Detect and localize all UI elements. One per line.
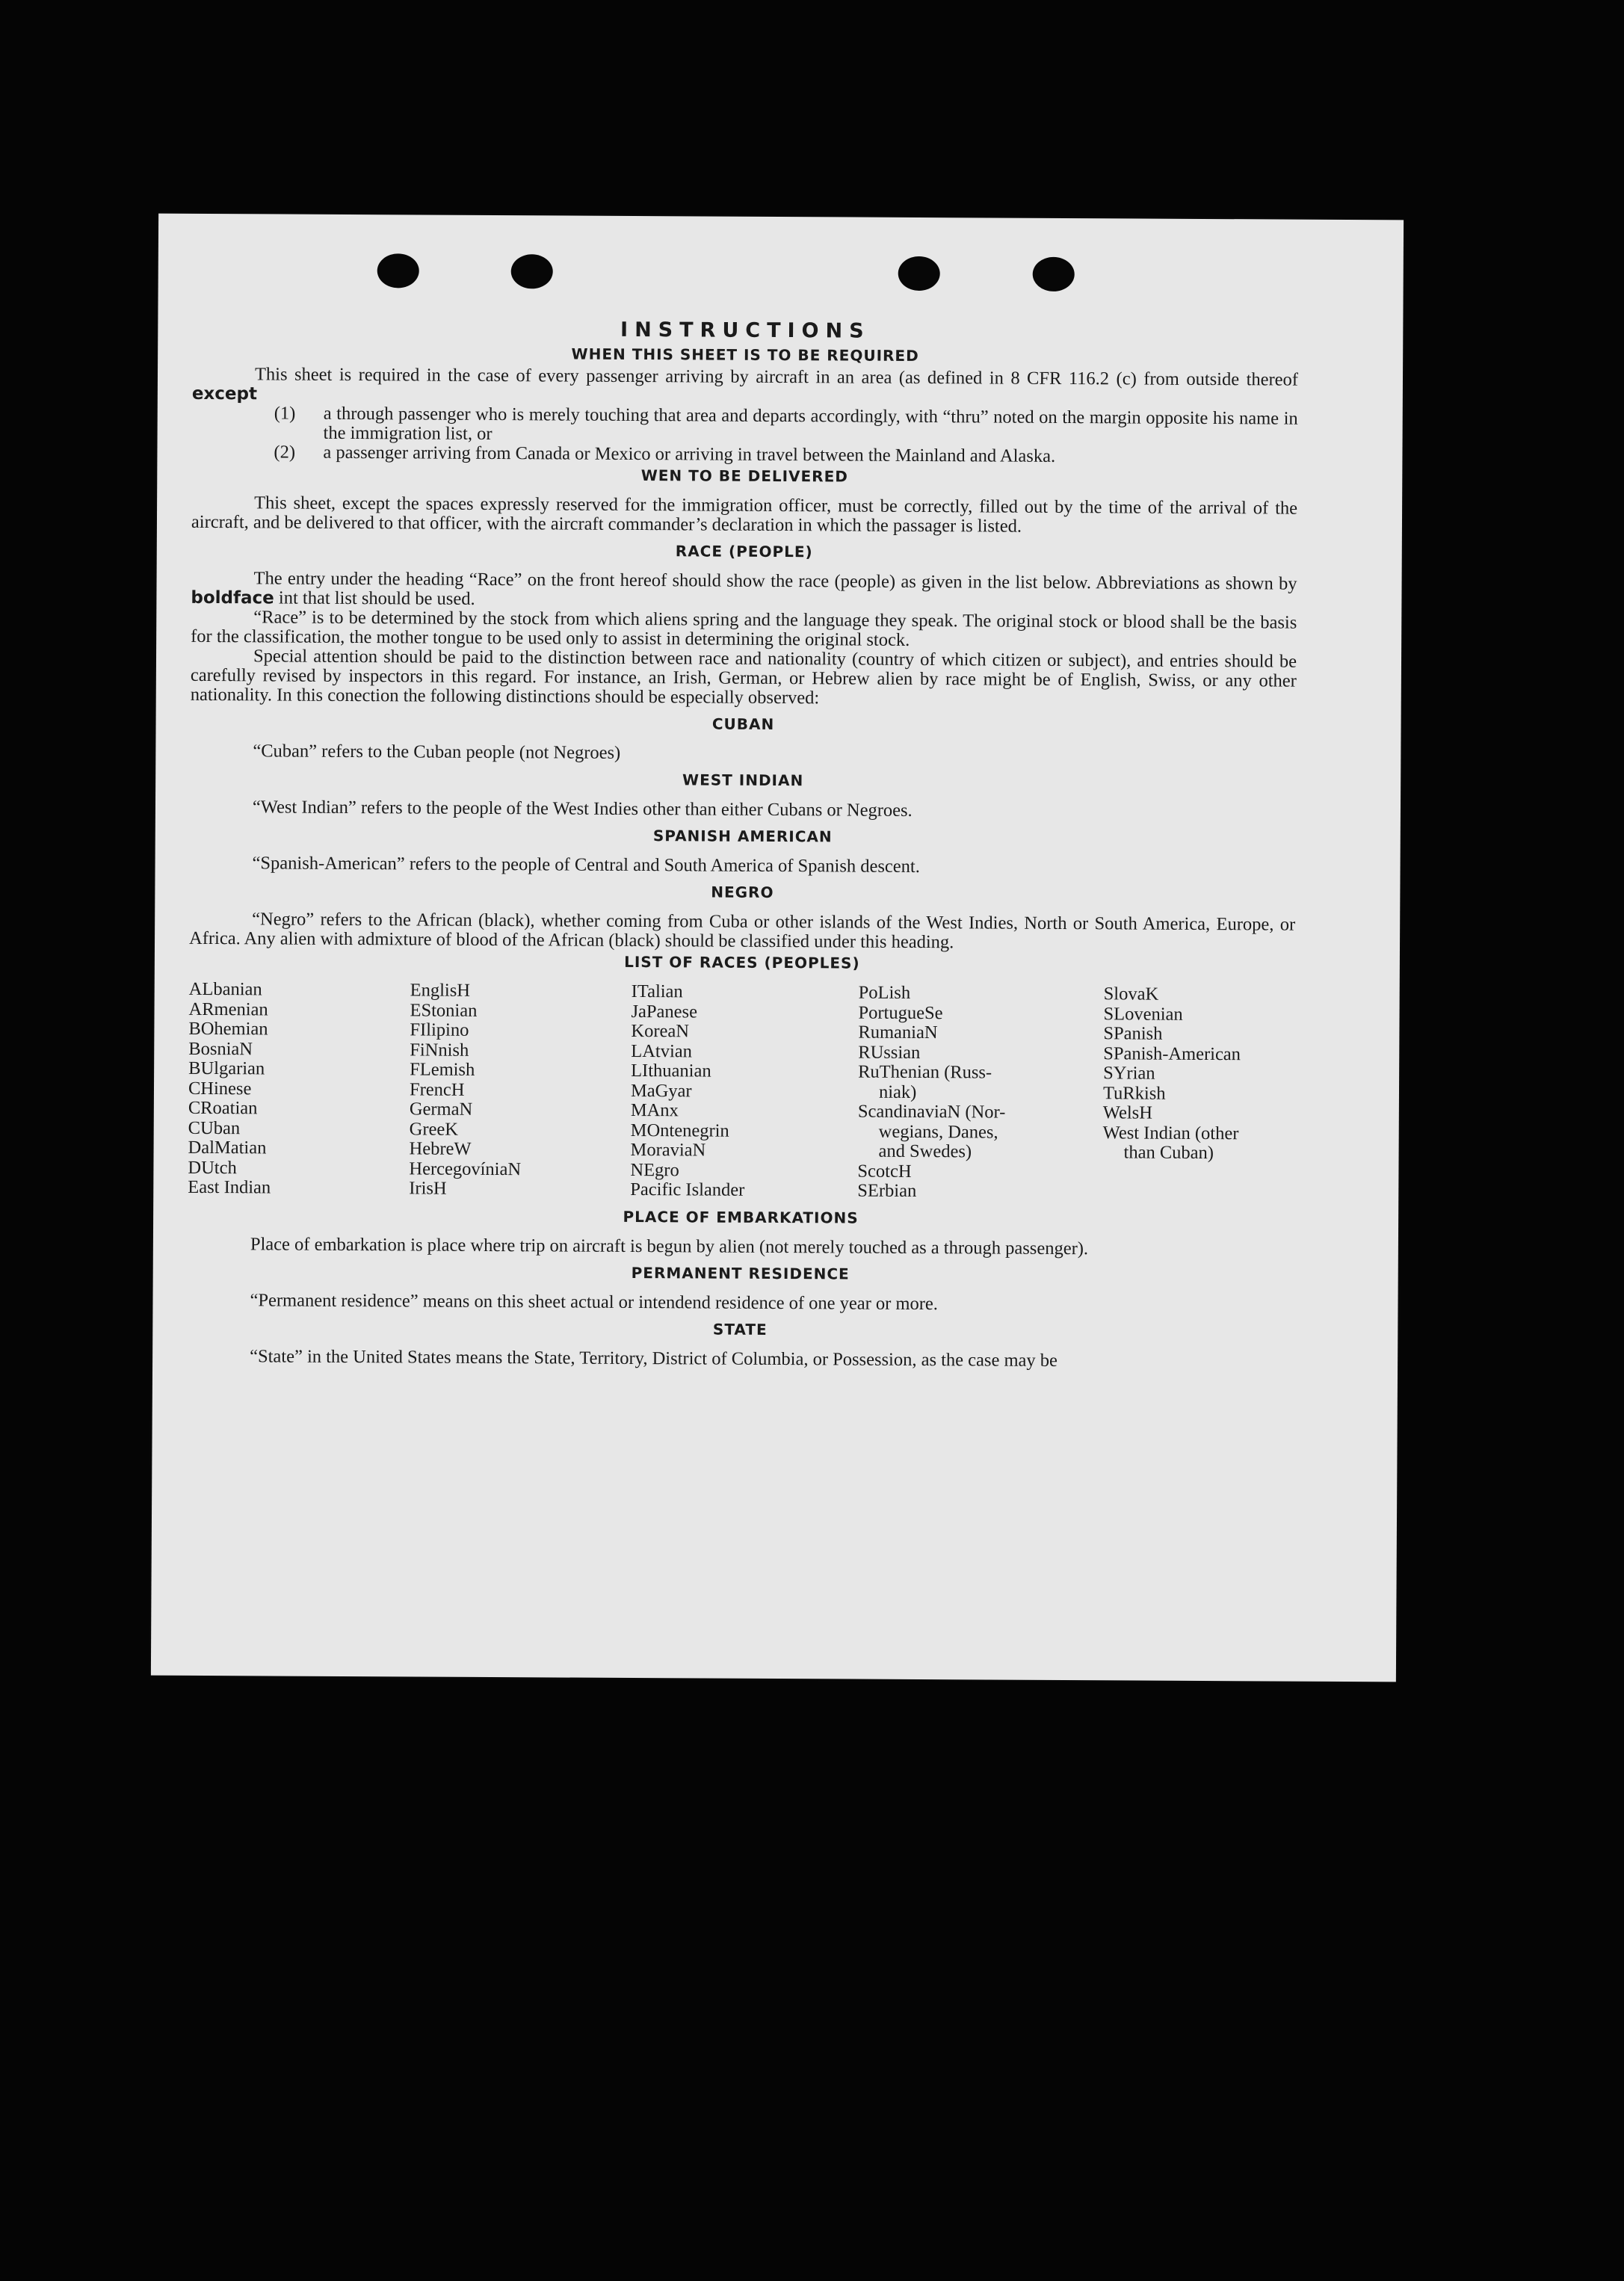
race-entry: ARmenian [188, 998, 268, 1019]
item-text: a passenger arriving from Canada or Mexico or arriving in travel between the Mainland and Alaska. [323, 442, 1056, 466]
race-p1-before: The entry under the heading “Race” on the front hereof should show the race (people) as given in the list below. Abbreviations as shown by [253, 568, 1297, 594]
race-entry: PoLish [858, 982, 911, 1003]
race-entry: SPanish [1103, 1023, 1163, 1044]
races-column [409, 981, 632, 1200]
race-entry: GreeK [409, 1118, 459, 1140]
heading-cuban: CUBAN [711, 714, 775, 733]
race-entry: SPanish-American [1103, 1043, 1241, 1064]
race-entry: CUban [188, 1117, 241, 1138]
race-entry: ALbanian [188, 978, 262, 1000]
race-entry: RumaniaN [858, 1022, 938, 1043]
race-entry: CRoatian [188, 1097, 258, 1119]
paragraph-cuban: “Cuban” refers to the Cuban people (not Negroes) [253, 741, 621, 763]
race-entry: WelsH [1102, 1102, 1152, 1123]
heading-when-delivered: WEN TO BE DELIVERED [640, 466, 848, 486]
race-entry: GermaN [409, 1099, 473, 1120]
race-entry: HercegovíniaN [409, 1158, 522, 1179]
paragraph-embarkation: Place of embarkation is place where trip on aircraft is begun by alien (not merely touched as a through passenger). [250, 1233, 1089, 1259]
race-entry: MoraviaN [630, 1139, 706, 1161]
paragraph-race-2: “Race” is to be determined by the stock from which aliens spring and the language they speak. The original stock or blood shall be the basis for the classification, the mother tongue to be used only to assist in determining the original stock. [191, 607, 1297, 650]
race-entry: MAnx [630, 1099, 679, 1121]
race-entry: FLemish [410, 1059, 475, 1080]
race-entry: Pacific Islander [630, 1179, 745, 1200]
race-entry: SErbian [857, 1180, 917, 1201]
race-entry: EStonian [410, 999, 478, 1021]
race-entry: West Indian (other [1102, 1122, 1239, 1143]
races-column [188, 980, 410, 1199]
race-entry: KoreaN [631, 1020, 690, 1042]
race-entry: SLovenian [1103, 1003, 1183, 1025]
race-entry: CHinese [188, 1078, 252, 1099]
race-entry: FiNnish [410, 1039, 469, 1061]
item-number: (1) [274, 403, 296, 424]
race-entry: MaGyar [630, 1080, 692, 1101]
paragraph-permanent-residence: “Permanent residence” means on this sheet actual or intendend residence of one year or more. [250, 1289, 939, 1314]
instructions-content [187, 318, 1298, 1371]
paragraph-race-3: Special attention should be paid to the distinction between race and nationality (country of which citizen or subject), and entries should be carefully revised by inspectors in this regard. For instance, an Irish, German, or Hebrew alien by race might be of English, Swiss, or any other nationality. In this conection the following distinctions should be especially observed: [190, 646, 1297, 709]
race-entry: TuRkish [1102, 1082, 1166, 1104]
when-required-text: This sheet is required in the case of every passenger arriving by aircraft in an area (as defined in 8 CFR 116.2 (c) from outside thereof [254, 364, 1299, 390]
race-entry: IrisH [409, 1178, 447, 1199]
paragraph-when-delivered: This sheet, except the spaces expressly reserved for the immigration officer, must be correctly, filled out by the time of the arrival of the aircraft, and be delivered to that officer, with the aircraft commander’s declaration in which the passager is listed. [191, 493, 1298, 537]
race-entry: HebreW [409, 1138, 472, 1159]
heading-when-required: WHEN THIS SHEET IS TO BE REQUIRED [571, 345, 919, 365]
heading-negro: NEGRO [711, 883, 774, 901]
punch-hole [898, 256, 940, 291]
list-item [192, 404, 1298, 448]
races-column [1102, 984, 1295, 1203]
paragraph-west-indian: “West Indian” refers to the people of the West Indies other than either Cubans or Negroes. [252, 797, 913, 821]
race-entry: ScotcH [857, 1161, 912, 1182]
race-entry: DalMatian [188, 1137, 267, 1158]
race-entry: BosniaN [188, 1038, 253, 1059]
race-entry: SlovaK [1103, 984, 1159, 1004]
heading-spanish-american: SPANISH AMERICAN [652, 827, 833, 846]
paragraph-state: “State” in the United States means the State, Territory, District of Columbia, or Possession, as the case may be [250, 1345, 1058, 1371]
race-entry: BUlgarian [188, 1058, 265, 1079]
race-entry: FIlipino [410, 1019, 469, 1040]
race-entry: FrencH [409, 1078, 465, 1100]
paragraph-when-required [192, 365, 1298, 410]
race-entry: MOntenegrin [630, 1120, 729, 1141]
heading-state: STATE [712, 1320, 768, 1339]
race-entry: than Cuban) [1123, 1142, 1214, 1164]
races-column [630, 982, 859, 1201]
paragraph-race-1 [191, 569, 1297, 614]
race-entry: LIthuanian [631, 1060, 711, 1081]
race-p1-after: int that list should be used. [278, 587, 475, 609]
race-entry: ScandinaviaN (Nor- [857, 1101, 1006, 1123]
race-entry: niak) [878, 1081, 917, 1102]
race-entry: ITalian [631, 981, 683, 1002]
race-entry: BOhemian [188, 1018, 268, 1040]
race-entry: RUssian [858, 1042, 921, 1063]
race-entry: NEgro [630, 1159, 679, 1180]
races-list [188, 980, 1295, 1203]
race-entry: East Indian [188, 1176, 271, 1198]
races-column [857, 984, 1104, 1203]
race-entry: LAtvian [631, 1040, 693, 1061]
heading-race: RACE (PEOPLE) [675, 542, 813, 561]
race-entry: EnglisH [410, 980, 471, 1001]
heading-permanent-residence: PERMANENT RESIDENCE [631, 1263, 850, 1283]
race-entry: DUtch [188, 1157, 237, 1178]
document-sheet [151, 214, 1404, 1682]
race-entry: PortugueSe [858, 1002, 943, 1023]
paragraph-spanish-american: “Spanish-American” refers to the people of Central and South America of Spanish descent. [252, 853, 920, 877]
punch-hole [511, 254, 553, 288]
race-entry: JaPanese [631, 1001, 698, 1022]
heading-list-of-races: LIST OF RACES (PEOPLES) [624, 952, 860, 972]
punch-hole [377, 253, 419, 288]
race-entry: SYrian [1103, 1063, 1155, 1084]
race-entry: and Swedes) [878, 1140, 972, 1162]
race-entry: RuThenian (Russ- [858, 1061, 992, 1083]
boldface-emphasis: boldface [191, 587, 274, 608]
heading-west-indian: WEST INDIAN [682, 771, 804, 790]
punch-hole [1033, 257, 1075, 291]
item-number: (2) [274, 442, 296, 463]
item-text: a through passenger who is merely touching that area and departs accordingly, with “thru” noted on the margin opposite his name in the immigration list, or [323, 403, 1298, 444]
paragraph-negro: “Negro” refers to the African (black), whether coming from Cuba or other islands of the West Indies, North or South America, Europe, or Africa. Any alien with admixture of blood of the African (black) should be classified under this heading. [188, 909, 1296, 953]
heading-embarkation: PLACE OF EMBARKATIONS [623, 1207, 859, 1227]
page-title: INSTRUCTIONS [620, 318, 871, 343]
race-entry: wegians, Danes, [878, 1121, 998, 1143]
except-emphasis: except [191, 383, 258, 404]
